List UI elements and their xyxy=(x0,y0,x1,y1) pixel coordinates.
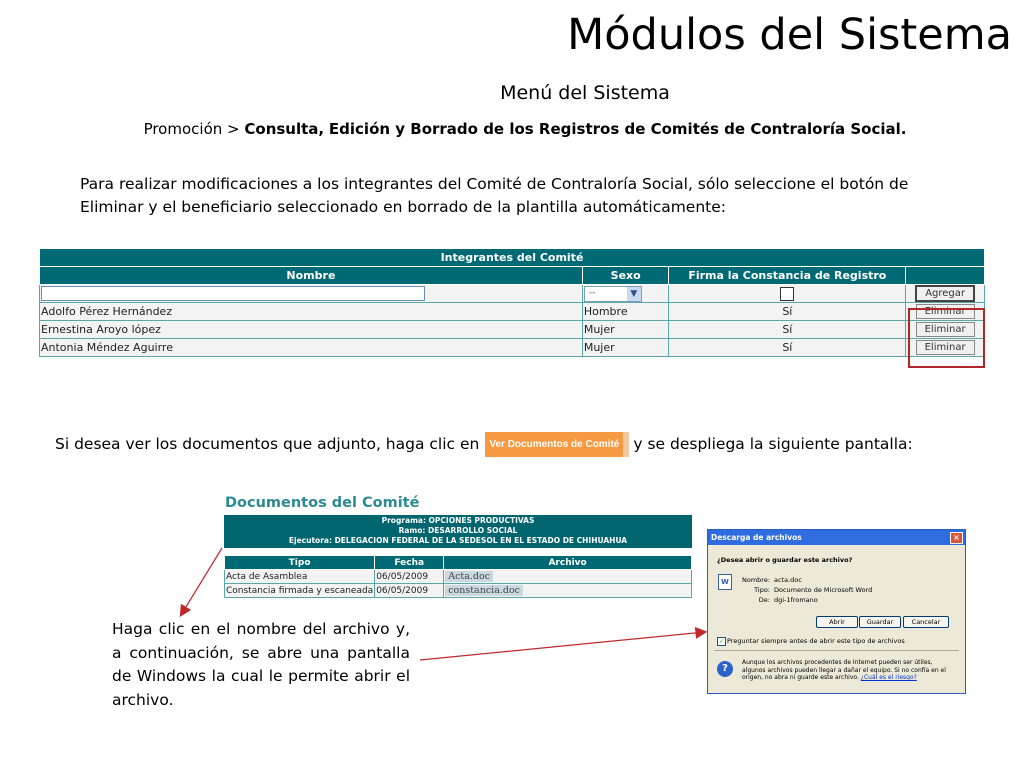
banner-ejecutora: Ejecutora: DELEGACION FEDERAL DE LA SEDESOL EN EL ESTADO DE CHIHUAHUA xyxy=(288,536,628,545)
member-nombre: Antonia Méndez Aguirre xyxy=(40,339,583,357)
word-document-icon: W xyxy=(718,574,732,590)
security-shield-icon: ? xyxy=(717,661,733,677)
close-icon[interactable]: × xyxy=(950,532,963,544)
firma-checkbox[interactable] xyxy=(780,287,794,301)
agregar-button[interactable]: Agregar xyxy=(915,285,975,302)
breadcrumb xyxy=(0,120,1024,138)
member-nombre: Adolfo Pérez Hernández xyxy=(40,303,583,321)
member-sexo: Mujer xyxy=(582,321,669,339)
banner-ramo: Ramo: DESARROLLO SOCIAL xyxy=(398,526,518,535)
chevron-down-icon: ▼ xyxy=(627,287,641,301)
dialog-question: ¿Desea abrir o guardar este archivo? xyxy=(717,556,853,564)
doc-tipo: Acta de Asamblea xyxy=(225,570,375,584)
warning-text: Aunque los archivos procedentes de Internet pueden ser útiles, algunos archivos pueden llegar a dañar el equipo. Si no confía en el origen, no abra ni guarde este archivo. xyxy=(742,659,946,681)
sexo-select-value: -- xyxy=(588,287,596,298)
col-header-nombre: Nombre xyxy=(40,267,583,285)
member-nombre: Ernestina Aroyo lópez xyxy=(40,321,583,339)
table-row xyxy=(225,584,692,598)
preguntar-checkbox[interactable]: ✓ xyxy=(718,638,725,645)
col-header-tipo: Tipo xyxy=(225,556,375,570)
dialog-separator xyxy=(714,650,959,651)
doc-file-link[interactable]: constancia.doc xyxy=(445,585,523,596)
eliminar-button[interactable]: Eliminar xyxy=(916,340,975,355)
integrantes-table-title: Integrantes del Comité xyxy=(40,249,985,267)
eliminar-highlight-box xyxy=(908,308,985,368)
tipo-label: Tipo: xyxy=(754,586,770,594)
nombre-input[interactable] xyxy=(41,286,425,301)
doc-fecha: 06/05/2009 xyxy=(375,570,444,584)
member-firma: Sí xyxy=(669,303,906,321)
breadcrumb-prefix: Promoción > xyxy=(143,120,240,138)
breadcrumb-consulta: Consulta xyxy=(244,120,319,138)
col-header-fecha: Fecha xyxy=(375,556,444,570)
col-header-sexo: Sexo xyxy=(582,267,669,285)
table-row xyxy=(225,570,692,584)
documents-paragraph xyxy=(55,432,915,457)
tipo-value: Documento de Microsoft Word xyxy=(774,586,873,594)
dialog-title: Descarga de archivos xyxy=(711,533,802,542)
col-header-firma: Firma la Constancia de Registro xyxy=(669,267,906,285)
documentos-table xyxy=(224,555,692,598)
documentos-banner xyxy=(224,515,692,548)
nombre-label: Nombre: xyxy=(742,576,771,584)
eliminar-button[interactable]: Eliminar xyxy=(916,322,975,337)
col-header-archivo: Archivo xyxy=(444,556,692,570)
preguntar-label: Preguntar siempre antes de abrir este tipo de archivos xyxy=(727,637,905,645)
member-sexo: Hombre xyxy=(582,303,669,321)
abrir-button[interactable]: Abrir xyxy=(816,616,858,628)
dialog-warning xyxy=(742,659,952,682)
cancelar-button[interactable]: Cancelar xyxy=(903,616,949,628)
open-file-paragraph: Haga clic en el nombre del archivo y, a continuación, se abre una pantalla de Windows la cual le permite abrir el archivo. xyxy=(112,620,410,709)
dialog-titlebar xyxy=(708,530,965,545)
documents-paragraph-after: y se despliega la siguiente pantalla: xyxy=(633,435,913,453)
risk-link[interactable]: ¿Cuál es el riesgo? xyxy=(860,674,917,681)
table-row xyxy=(40,339,985,357)
member-firma: Sí xyxy=(669,339,906,357)
de-label: De: xyxy=(758,596,770,604)
eliminar-button[interactable]: Eliminar xyxy=(916,304,975,319)
de-value: dgi-1fromano xyxy=(774,596,818,604)
download-dialog xyxy=(707,529,966,694)
integrantes-table xyxy=(39,248,985,357)
slide-title: Módulos del Sistema xyxy=(567,10,1012,60)
breadcrumb-edicion: Edición y Borrado de los Registros de Comités de Contraloría Social. xyxy=(328,120,907,138)
slide-subtitle: Menú del Sistema xyxy=(500,82,670,104)
instruction-paragraph: Para realizar modificaciones a los integrantes del Comité de Contraloría Social, sólo seleccione el botón de Eliminar y el beneficiario seleccionado en borrado de la plantilla automáticamente: xyxy=(80,175,909,216)
col-header-action xyxy=(906,267,985,285)
new-member-row xyxy=(40,285,985,303)
table-row xyxy=(40,321,985,339)
documents-paragraph-before: Si desea ver los documentos que adjunto, haga clic en xyxy=(55,435,480,453)
breadcrumb-separator: , xyxy=(318,120,325,138)
arrow-to-file-list xyxy=(181,548,222,615)
guardar-button[interactable]: Guardar xyxy=(859,616,901,628)
doc-tipo: Constancia firmada y escaneada xyxy=(226,585,374,596)
nombre-value: acta.doc xyxy=(774,576,802,584)
member-sexo: Mujer xyxy=(582,339,669,357)
doc-file-link[interactable]: Acta.doc xyxy=(445,571,493,582)
table-row xyxy=(40,303,985,321)
arrow-to-dialog xyxy=(420,632,705,660)
member-firma: Sí xyxy=(669,321,906,339)
documentos-title: Documentos del Comité xyxy=(225,495,420,511)
banner-programa: Programa: OPCIONES PRODUCTIVAS xyxy=(381,516,535,525)
ver-documentos-button[interactable]: Ver Documentos de Comité xyxy=(485,432,629,457)
sexo-select[interactable] xyxy=(584,286,642,302)
doc-fecha: 06/05/2009 xyxy=(375,584,444,598)
